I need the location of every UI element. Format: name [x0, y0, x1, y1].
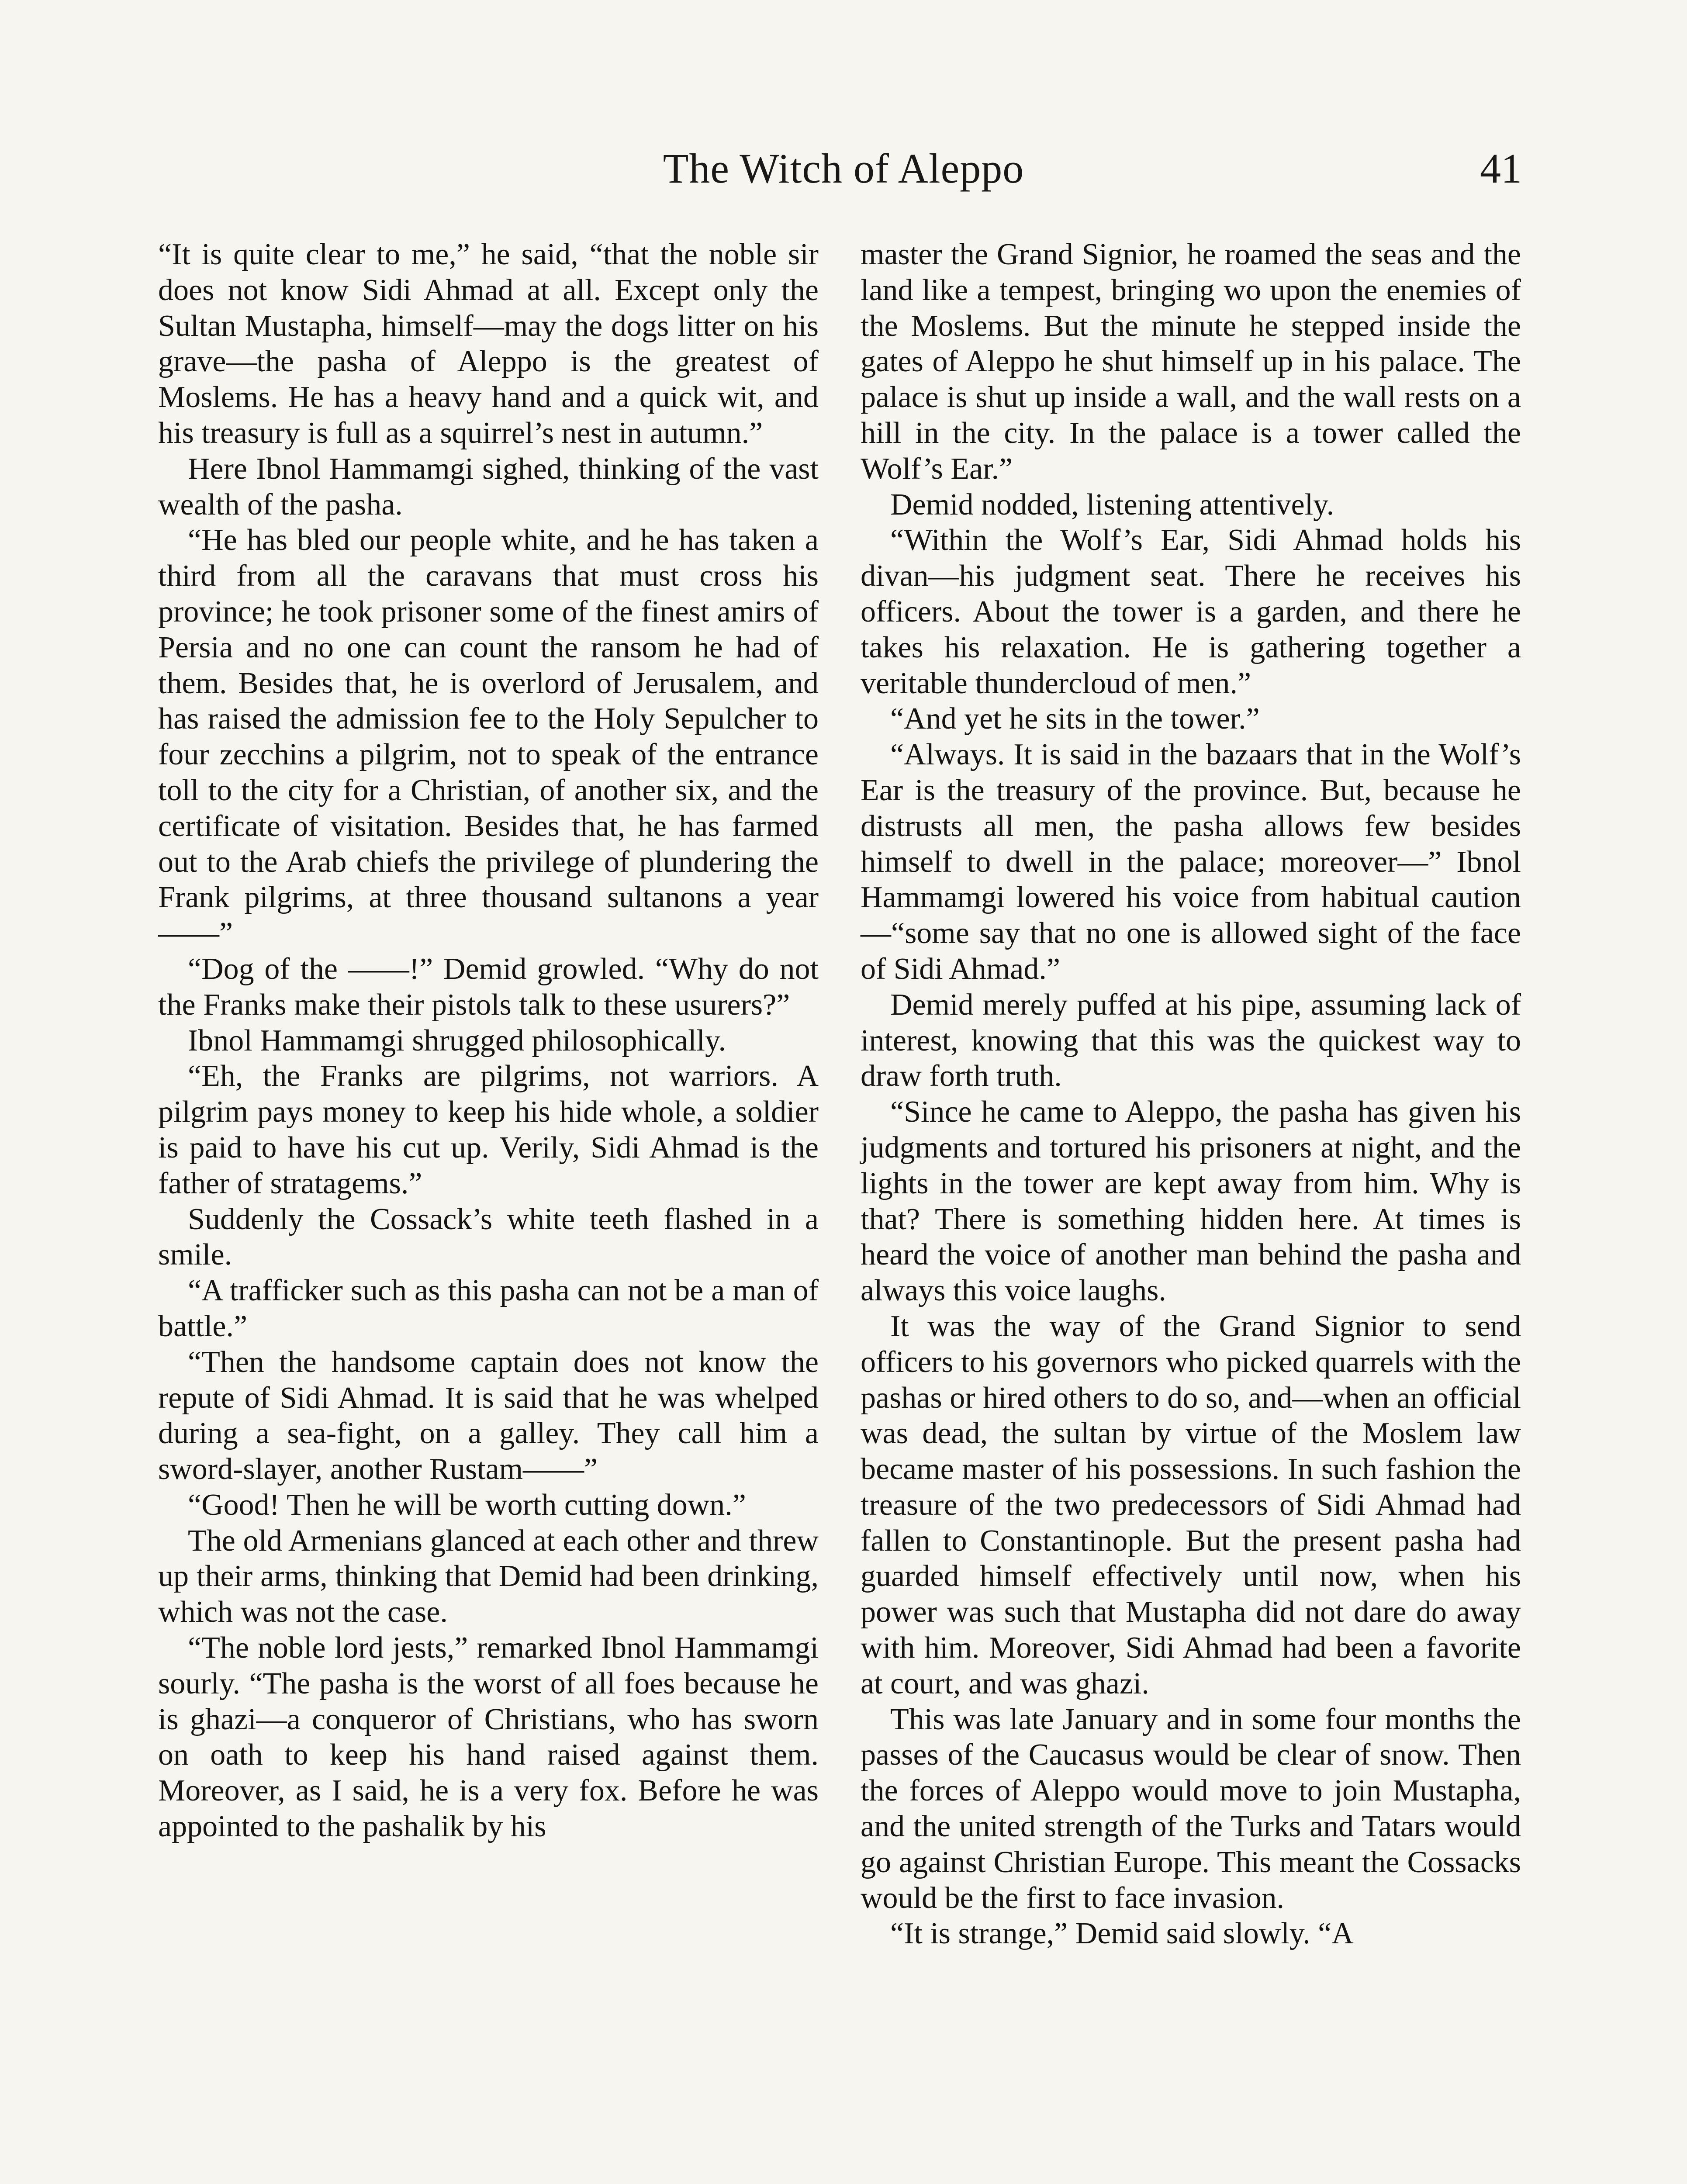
paragraph: “Dog of the ——!” Demid growled. “Why do not the Franks make their pistols talk to these usurers?”: [158, 952, 819, 1022]
paragraph: “Always. It is said in the bazaars that in the Wolf’s Ear is the treasury of the province. But, because he distrusts all men, the pasha allows few besides himself to dwell in the palace; moreover—” Ibnol Hammamgi lowered his voice from habitual caution—“some say that no one is allowed sight of the face of Sidi Ahmad.”: [861, 738, 1521, 986]
paragraph: “And yet he sits in the tower.”: [890, 702, 1260, 736]
paragraph: Demid nodded, listening attentively.: [890, 487, 1334, 522]
paragraph: The old Armenians glanced at each other and threw up their arms, thinking that Demid had been drinking, which was not the case.: [158, 1524, 819, 1629]
paragraph: “Then the handsome captain does not know the repute of Sidi Ahmad. It is said that he was whelped during a sea-fight, on a galley. They call him a sword-slayer, another Rustam——”: [158, 1345, 819, 1486]
paragraph: “He has bled our people white, and he has taken a third from all the caravans that must cross his province; he took prisoner some of the finest amirs of Persia and no one can count the ransom he had of them. Besides that, he is overlord of Jerusalem, and has raised the admission fee to the Holy Sepulcher to four zecchins a pilgrim, not to speak of the entrance toll to the city for a Christian, of another six, and the certificate of visitation. Besides that, he has farmed out to the Arab chiefs the privilege of plundering the Frank pilgrims, at three thousand sultanons a year——”: [158, 523, 819, 950]
right-column: [861, 237, 1521, 1952]
paragraph: “It is quite clear to me,” he said, “that the noble sir does not know Sidi Ahmad at all. Except only the Sultan Mustapha, himself—may the dogs litter on his grave—the pasha of Aleppo is the greatest of Moslems. He has a heavy hand and a quick wit, and his treasury is full as a squirrel’s nest in autumn.”: [158, 238, 819, 450]
paragraph: master the Grand Signior, he roamed the seas and the land like a tempest, bringing wo upon the enemies of the Moslems. But the minute he stepped inside the gates of Aleppo he shut himself up in his palace. The palace is shut up inside a wall, and the wall rests on a hill in the city. In the palace is a tower called the Wolf’s Ear.”: [861, 238, 1521, 486]
paragraph: “The noble lord jests,” remarked Ibnol Hammamgi sourly. “The pasha is the worst of all foes because he is ghazi—a conqueror of Christians, who has sworn on oath to keep his hand raised against them. Moreover, as I said, he is a very fox. Before he was appointed to the pashalik by his: [158, 1631, 819, 1844]
running-title: The Witch of Aleppo: [663, 145, 1024, 192]
paragraph: “It is strange,” Demid said slowly. “A: [890, 1917, 1354, 1951]
left-column: [158, 237, 819, 1845]
paragraph: “Eh, the Franks are pilgrims, not warriors. A pilgrim pays money to keep his hide whole, a soldier is paid to have his cut up. Verily, Sidi Ahmad is the father of stratagems.”: [158, 1059, 819, 1200]
paragraph: “Good! Then he will be worth cutting down.”: [188, 1488, 746, 1522]
paragraph: “Since he came to Aleppo, the pasha has given his judgments and tortured his prisoners at night, and the lights in the tower are kept away from him. Why is that? There is something hidden here. At times is heard the voice of another man behind the pasha and always this voice laughs.: [861, 1095, 1521, 1308]
paragraph: Here Ibnol Hammamgi sighed, thinking of the vast wealth of the pasha.: [158, 452, 819, 522]
paragraph: This was late January and in some four months the passes of the Caucasus would be clear of snow. Then the forces of Aleppo would move to join Mustapha, and the united strength of the Turks and Tatars would go against Christian Europe. This meant the Cossacks would be the first to face invasion.: [861, 1702, 1521, 1915]
paragraph: Ibnol Hammamgi shrugged philosophically.: [188, 1023, 726, 1057]
paragraph: It was the way of the Grand Signior to send officers to his governors who picked quarrels with the pashas or hired others to do so, and—when an official was dead, the sultan by virtue of the Moslem law became master of his possessions. In such fashion the treasure of the two predecessors of Sidi Ahmad had fallen to Constantinople. But the present pasha had guarded himself effectively until now, when his power was such that Mustapha did not dare do away with him. Moreover, Sidi Ahmad had been a favorite at court, and was ghazi.: [861, 1309, 1521, 1700]
paragraph: “A trafficker such as this pasha can not be a man of battle.”: [158, 1274, 819, 1343]
page-number: 41: [1480, 145, 1522, 192]
paragraph: Demid merely puffed at his pipe, assuming lack of interest, knowing that this was the quickest way to draw forth truth.: [861, 988, 1521, 1093]
paragraph: “Within the Wolf’s Ear, Sidi Ahmad holds his divan—his judgment seat. There he receives his officers. About the tower is a garden, and there he takes his relaxation. He is gathering together a veritable thundercloud of men.”: [861, 523, 1521, 700]
paragraph: Suddenly the Cossack’s white teeth flashed in a smile.: [158, 1202, 819, 1272]
